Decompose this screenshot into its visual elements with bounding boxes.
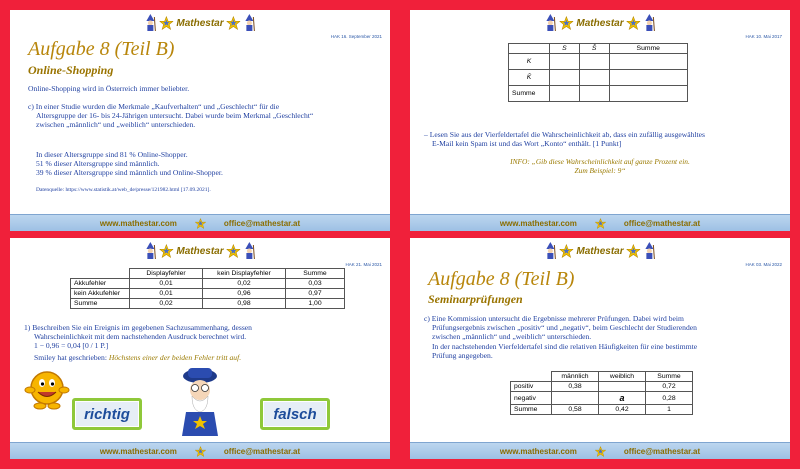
email-link[interactable]: office@mathestar.at — [623, 218, 701, 228]
mathestar-logo — [544, 12, 655, 34]
mathestar-logo — [144, 12, 255, 34]
header-cell: weiblich — [599, 372, 646, 382]
table-cell: 0,38 — [552, 382, 599, 392]
row-label: Akkufehler — [71, 279, 130, 289]
task-line: – Lesen Sie aus der Vierfeldertafel die Wahrscheinlichkeit ab, dass ein zufällig ausgewähltes — [424, 130, 705, 139]
wizard-icon — [244, 242, 256, 260]
table-header-row — [71, 269, 345, 279]
task-line: c) In einer Studie wurden die Merkmale „Kaufverhalten“ und „Geschlecht“ für die — [28, 102, 280, 111]
wizard-icon — [544, 14, 556, 32]
table-row — [509, 54, 688, 70]
table-cell — [579, 54, 609, 70]
page-subtitle: Seminarprüfungen — [428, 292, 523, 306]
table-cell: 0,98 — [203, 299, 286, 309]
table-cell: 0,42 — [599, 405, 646, 415]
fact-line: 51 % dieser Altersgruppe sind männlich. — [36, 159, 160, 169]
header-cell — [511, 372, 552, 382]
facts-text — [36, 150, 223, 178]
email-link[interactable]: office@mathestar.at — [223, 218, 301, 228]
wizard-icon — [144, 14, 156, 32]
table-cell — [599, 382, 646, 392]
row-label: Summe — [511, 405, 552, 415]
header-cell — [71, 269, 130, 279]
table-cell — [550, 70, 580, 86]
star-icon — [595, 218, 606, 229]
true-button[interactable]: richtig — [72, 398, 142, 430]
task-line: zwischen „männlich“ und „weiblich“ unterschieden. — [432, 332, 592, 342]
email-link[interactable]: office@mathestar.at — [623, 446, 701, 456]
task-c-text — [28, 102, 313, 130]
wizard-icon — [644, 14, 656, 32]
expression: 1 − 0,96 = 0,04 [0 / 1 P.] — [34, 341, 109, 351]
table-cell — [550, 54, 580, 70]
table-row — [71, 299, 345, 309]
variable-a-cell: a — [599, 392, 646, 405]
info-hint — [450, 157, 750, 175]
table-cell — [550, 86, 580, 102]
table-cell — [609, 86, 687, 102]
table-header-row — [511, 372, 693, 382]
header-cell: S̄ — [579, 44, 609, 54]
header-cell: S — [550, 44, 580, 54]
mathestar-logo — [144, 240, 255, 262]
website-link[interactable]: www.mathestar.com — [99, 218, 177, 228]
table-cell — [609, 70, 687, 86]
table-row — [511, 382, 693, 392]
slide-online-shopping — [10, 10, 390, 231]
table-cell: 0,01 — [130, 279, 203, 289]
star-icon — [195, 446, 206, 457]
row-label: K̄ — [509, 70, 550, 86]
task-line: Wahrscheinlichkeit mit dem nachstehenden Ausdruck berechnet wird. — [34, 332, 247, 342]
header-cell — [509, 44, 550, 54]
row-label: Summe — [71, 299, 130, 309]
star-icon — [559, 244, 573, 258]
row-label: Summe — [509, 86, 550, 102]
star-icon — [159, 244, 173, 258]
task-line: E-Mail kein Spam ist und das Wort „Konto“ enthält. [1 Punkt] — [432, 139, 622, 149]
row-label: negativ — [511, 392, 552, 405]
header-cell: Summe — [609, 44, 687, 54]
smiley-prefix: Smiley hat geschrieben: — [34, 353, 107, 362]
source-note: Datenquelle: https://www.statistik.at/web_de/presse/121982.html [17.09.2021]. — [36, 187, 211, 193]
exam-date: HAK 10. Mai 2017 — [745, 34, 782, 39]
info-line: Zum Beispiel: 9“ — [574, 166, 626, 175]
table-cell: 0,01 — [130, 289, 203, 299]
four-field-table — [70, 268, 345, 309]
wizard-icon — [544, 242, 556, 260]
page-subtitle: Online-Shopping — [28, 63, 114, 77]
header-cell: männlich — [552, 372, 599, 382]
task-line: 1) Beschreiben Sie ein Ereignis im gegebenen Sachzusammenhang, dessen — [24, 323, 252, 332]
star-icon — [227, 244, 241, 258]
row-label: positiv — [511, 382, 552, 392]
task-line: Prüfung angegeben. — [432, 350, 493, 360]
table-row — [71, 279, 345, 289]
table-header-row — [509, 44, 688, 54]
task-line: zwischen „männlich“ und „weiblich“ unterschieden. — [36, 120, 196, 130]
star-icon — [595, 446, 606, 457]
email-link[interactable]: office@mathestar.at — [223, 446, 301, 456]
task-text — [24, 323, 252, 351]
task-line: In der nachstehenden Vierfeldertafel sind die relativen Häufigkeiten für eine bestimmte — [432, 341, 698, 351]
smiley-answer — [34, 353, 241, 362]
row-label: K — [509, 54, 550, 70]
website-link[interactable]: www.mathestar.com — [99, 446, 177, 456]
table-cell: 1,00 — [286, 299, 345, 309]
smiley-answer-text: Höchstens einer der beiden Fehler tritt auf. — [108, 353, 242, 362]
table-row — [509, 86, 688, 102]
slide-seminar-exams — [410, 238, 790, 459]
table-row — [71, 289, 345, 299]
smiley-icon — [24, 366, 70, 412]
star-icon — [627, 244, 641, 258]
table-cell — [579, 70, 609, 86]
header-cell: Summe — [646, 372, 693, 382]
table-cell: 0,03 — [286, 279, 345, 289]
exam-date: HAK 21. Mai 2021 — [345, 262, 382, 267]
table-cell — [609, 54, 687, 70]
mathestar-logo — [544, 240, 655, 262]
table-cell — [552, 392, 599, 405]
task-line: Prüfungsergebnis zwischen „positiv“ und „negativ“, beim Geschlecht der Studierenden — [432, 323, 697, 333]
brand-name: Mathestar — [576, 17, 624, 29]
footer-bar — [410, 214, 790, 231]
exam-date: HAK 03. Mai 2022 — [745, 262, 782, 267]
table-cell: 0,96 — [203, 289, 286, 299]
four-field-table — [508, 43, 688, 102]
wizard-icon — [144, 242, 156, 260]
slide-spam-table — [410, 10, 790, 231]
fact-line: In dieser Altersgruppe sind 81 % Online-Shopper. — [36, 150, 188, 159]
table-cell: 0,28 — [646, 392, 693, 405]
exam-date: HAK 16. September 2021 — [330, 34, 382, 39]
table-cell: 1 — [646, 405, 693, 415]
wizard-mascot-icon — [178, 366, 222, 438]
header-cell: kein Displayfehler — [203, 269, 286, 279]
wizard-icon — [244, 14, 256, 32]
table-cell: 0,58 — [552, 405, 599, 415]
footer-bar — [10, 214, 390, 231]
page-title: Aufgabe 8 (Teil B) — [428, 268, 575, 290]
brand-name: Mathestar — [176, 17, 224, 29]
page-title: Aufgabe 8 (Teil B) — [28, 38, 175, 60]
brand-name: Mathestar — [576, 245, 624, 257]
fact-line: 39 % dieser Altersgruppe sind männlich und Online-Shopper. — [36, 168, 223, 178]
table-cell — [579, 86, 609, 102]
table-row — [511, 405, 693, 415]
task-line: Altersgruppe der 16- bis 24-Jährigen untersucht. Dabei wurde beim Merkmal „Geschlecht“ — [36, 111, 314, 121]
task-text — [424, 130, 705, 148]
table-row — [511, 392, 693, 405]
website-link[interactable]: www.mathestar.com — [499, 218, 577, 228]
four-field-table — [510, 371, 693, 415]
star-icon — [559, 16, 573, 30]
header-cell: Displayfehler — [130, 269, 203, 279]
info-line: INFO: „Gib diese Wahrscheinlichkeit auf ganze Prozent ein. — [510, 157, 690, 166]
table-cell: 0,02 — [203, 279, 286, 289]
footer-bar — [410, 442, 790, 459]
star-icon — [227, 16, 241, 30]
header-cell: Summe — [286, 269, 345, 279]
wizard-icon — [644, 242, 656, 260]
table-cell: 0,97 — [286, 289, 345, 299]
table-cell: 0,02 — [130, 299, 203, 309]
intro-text: Online-Shopping wird in Österreich immer beliebter. — [28, 84, 190, 93]
slide-display-errors — [10, 238, 390, 459]
table-cell: 0,72 — [646, 382, 693, 392]
footer-bar — [10, 442, 390, 459]
website-link[interactable]: www.mathestar.com — [499, 446, 577, 456]
task-c-text — [424, 314, 697, 360]
task-line: c) Eine Kommission untersucht die Ergebnisse mehrerer Prüfungen. Dabei wird beim — [424, 314, 684, 323]
false-button[interactable]: falsch — [260, 398, 330, 430]
star-icon — [195, 218, 206, 229]
star-icon — [627, 16, 641, 30]
table-row — [509, 70, 688, 86]
brand-name: Mathestar — [176, 245, 224, 257]
row-label: kein Akkufehler — [71, 289, 130, 299]
star-icon — [159, 16, 173, 30]
